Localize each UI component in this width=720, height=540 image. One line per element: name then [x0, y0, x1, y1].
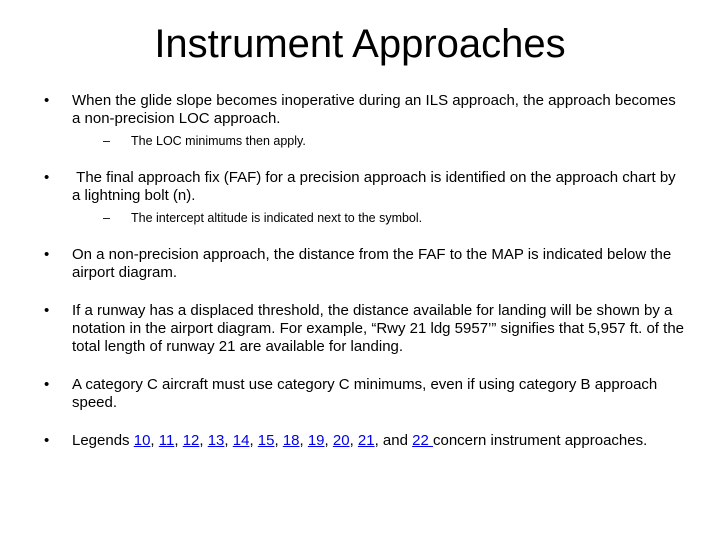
- bullet-marker: •: [44, 246, 50, 263]
- bullet-marker: •: [44, 92, 50, 109]
- bullet-displaced-threshold: [44, 302, 684, 356]
- legend-separator: ,: [299, 432, 308, 449]
- legend-link-13[interactable]: 13: [207, 432, 225, 449]
- legends-suffix: concern instrument approaches.: [432, 432, 648, 449]
- sub-bullet-intercept-altitude: [72, 210, 684, 226]
- bullet-text: A category C aircraft must use category C minimums, even if using category B approach speed.: [72, 376, 658, 411]
- bullet-category-c: [44, 376, 684, 412]
- legend-separator: ,: [324, 432, 333, 449]
- bullet-marker: •: [44, 169, 50, 186]
- legend-separator: ,: [150, 432, 159, 449]
- bullet-marker: •: [44, 376, 50, 393]
- sub-bullet-text: The intercept altitude is indicated next to the symbol.: [131, 211, 423, 225]
- legend-link-15[interactable]: 15: [257, 432, 275, 449]
- legend-link-18[interactable]: 18: [282, 432, 300, 449]
- bullet-glide-slope: [44, 92, 684, 149]
- bullet-text: When the glide slope becomes inoperative during an ILS approach, the approach becomes a non-precision LOC approach.: [72, 92, 676, 127]
- legend-link-21[interactable]: 21: [357, 432, 375, 449]
- sub-bullet-text: The LOC minimums then apply.: [131, 134, 306, 148]
- legend-link-22[interactable]: 22: [412, 432, 433, 449]
- legend-separator: ,: [249, 432, 258, 449]
- bullet-list: [44, 92, 684, 470]
- legend-link-12[interactable]: 12: [182, 432, 200, 449]
- legends-prefix: Legends: [72, 432, 134, 449]
- legend-link-19[interactable]: 19: [307, 432, 325, 449]
- legend-separator: ,: [349, 432, 358, 449]
- sub-bullet-loc-minimums: [72, 133, 684, 149]
- legend-link-10[interactable]: 10: [133, 432, 151, 449]
- legend-separator: ,: [199, 432, 208, 449]
- sub-bullet-marker: –: [103, 134, 110, 148]
- bullet-legends: [44, 432, 684, 450]
- bullet-non-precision: [44, 246, 684, 282]
- bullet-text: On a non-precision approach, the distance from the FAF to the MAP is indicated below the airport diagram.: [72, 246, 672, 281]
- legend-separator: ,: [274, 432, 283, 449]
- slide-title: Instrument Approaches: [154, 22, 566, 66]
- bullet-marker: •: [44, 302, 50, 319]
- legend-link-14[interactable]: 14: [232, 432, 250, 449]
- legend-separator: ,: [224, 432, 233, 449]
- sub-bullet-marker: –: [103, 211, 110, 225]
- bullet-text: The final approach fix (FAF) for a precision approach is identified on the approach chart by a lightning bolt (n).: [72, 169, 680, 204]
- legend-separator: ,: [174, 432, 183, 449]
- bullet-marker: •: [44, 432, 50, 449]
- legend-link-11[interactable]: 11: [158, 432, 175, 449]
- bullet-text: If a runway has a displaced threshold, the distance available for landing will be shown by a notation in the airport diagram. For example, “Rwy 21 ldg 5957’” signifies that 5,957 ft. of the total length of runway 21 are available for landing.: [72, 302, 684, 355]
- legend-and: , and: [374, 432, 413, 449]
- legend-link-20[interactable]: 20: [332, 432, 350, 449]
- bullet-faf: [44, 169, 684, 226]
